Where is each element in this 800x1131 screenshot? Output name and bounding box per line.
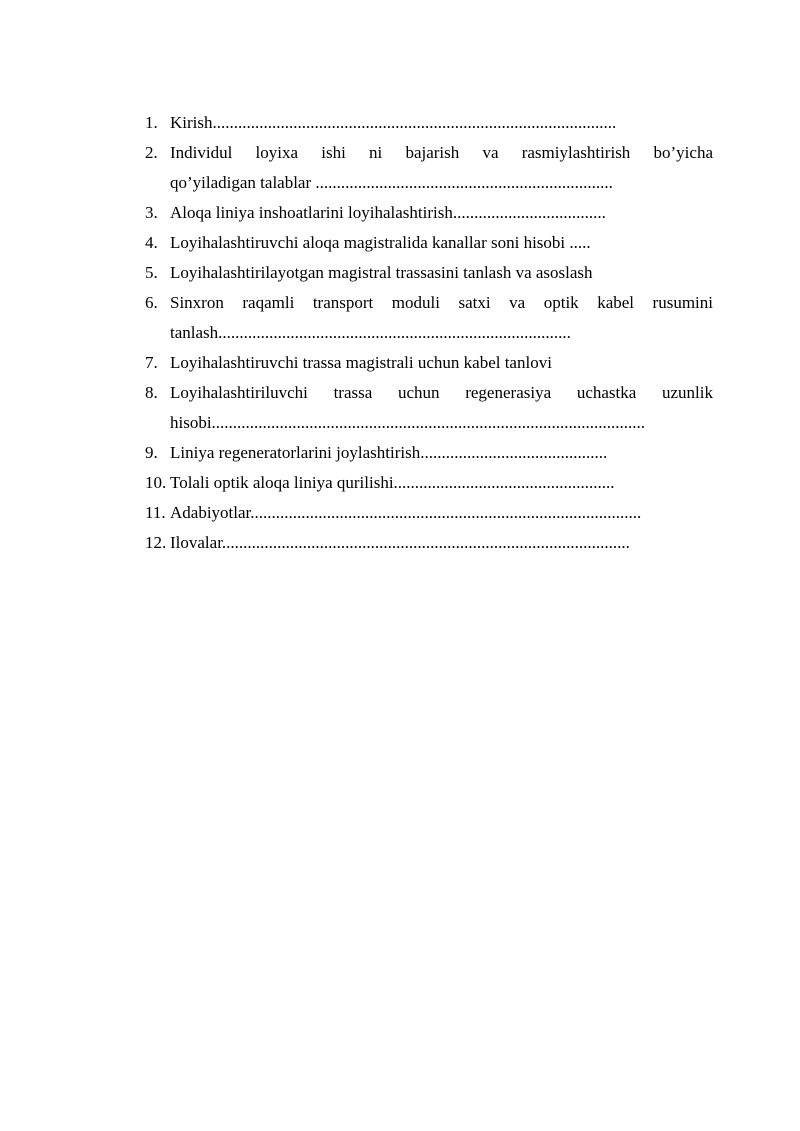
toc-item-text: Adabiyotlar............................................................................................ bbox=[170, 503, 642, 522]
toc-item-number: 1. bbox=[145, 113, 158, 132]
table-of-contents bbox=[145, 108, 713, 558]
toc-item-text: Tolali optik aloqa liniya qurilishi.................................................... bbox=[170, 473, 615, 492]
toc-item-number: 10. bbox=[145, 473, 167, 492]
toc-item-text: Kirish............................................................................................... bbox=[170, 113, 617, 132]
toc-item-channel-count-calculation bbox=[145, 228, 713, 258]
toc-item-number: 9. bbox=[145, 443, 158, 462]
toc-item-number: 8. bbox=[145, 383, 158, 402]
toc-item-text: Loyihalashtiruvchi aloqa magistralida kanallar soni hisobi ..... bbox=[170, 233, 591, 252]
toc-item-text: Loyihalashtirilayotgan magistral trassasini tanlash va asoslash bbox=[170, 263, 593, 282]
toc-item-text bbox=[170, 138, 713, 198]
toc-item-fiber-line-construction bbox=[145, 468, 713, 498]
toc-item-text: Liniya regeneratorlarini joylashtirish............................................ bbox=[170, 443, 608, 462]
toc-item-text: Aloqa liniya inshoatlarini loyihalashtirish.................................... bbox=[170, 203, 606, 222]
toc-item-appendices bbox=[145, 528, 713, 558]
toc-item-text-line-2: qo’yiladigan talablar ...................................................................... bbox=[170, 173, 613, 192]
toc-item-route-selection bbox=[145, 258, 713, 288]
toc-item-number: 11. bbox=[145, 503, 166, 522]
toc-item-regenerator-placement bbox=[145, 438, 713, 468]
toc-item-text-line-1: Individul loyixa ishi ni bajarish va rasmiylashtirish bo’yicha bbox=[170, 143, 713, 162]
toc-item-kirish bbox=[145, 108, 713, 138]
toc-item-text: Ilovalar................................................................................................ bbox=[170, 533, 630, 552]
toc-item-line-facilities-design bbox=[145, 198, 713, 228]
toc-item-number: 6. bbox=[145, 293, 158, 312]
toc-item-sdh-level-cable-selection bbox=[145, 288, 713, 348]
toc-item-regeneration-section-length bbox=[145, 378, 713, 438]
toc-item-text-line-2: tanlash................................................................................... bbox=[170, 323, 571, 342]
toc-item-number: 12. bbox=[145, 533, 167, 552]
toc-item-cable-choice bbox=[145, 348, 713, 378]
toc-item-text bbox=[170, 288, 713, 348]
toc-item-number: 3. bbox=[145, 203, 158, 222]
toc-item-text bbox=[170, 378, 713, 438]
toc-item-individual-project-requirements bbox=[145, 138, 713, 198]
toc-item-text-line-1: Loyihalashtiriluvchi trassa uchun regenerasiya uchastka uzunlik bbox=[170, 383, 713, 402]
toc-item-references bbox=[145, 498, 713, 528]
toc-item-text-line-2: hisobi...................................................................................................... bbox=[170, 413, 646, 432]
toc-item-number: 5. bbox=[145, 263, 158, 282]
toc-item-number: 2. bbox=[145, 143, 158, 162]
toc-item-number: 4. bbox=[145, 233, 158, 252]
toc-item-text: Loyihalashtiruvchi trassa magistrali uchun kabel tanlovi bbox=[170, 353, 552, 372]
toc-item-text-line-1: Sinxron raqamli transport moduli satxi va optik kabel rusumini bbox=[170, 293, 713, 312]
toc-item-number: 7. bbox=[145, 353, 158, 372]
